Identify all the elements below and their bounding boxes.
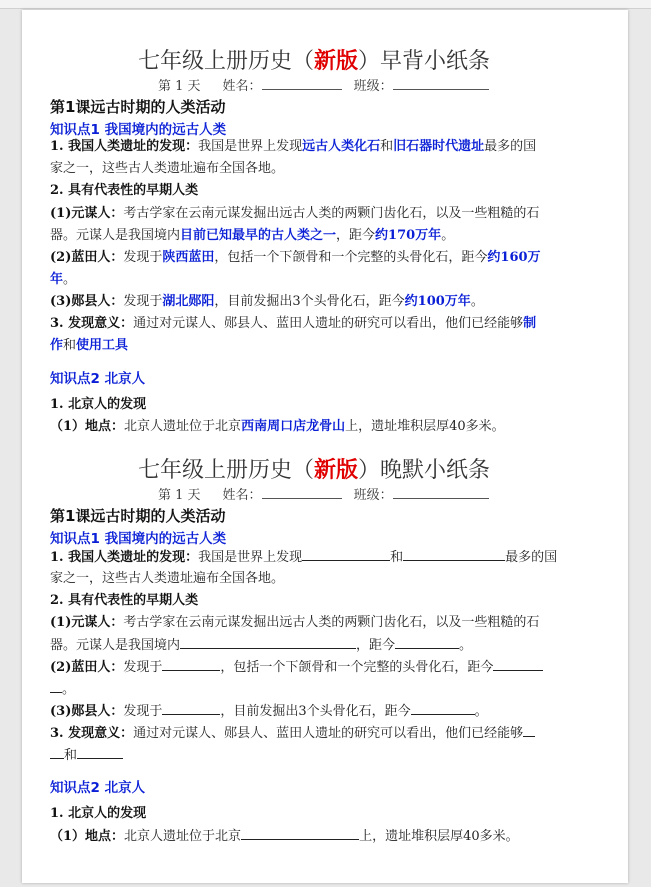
m-yunxian-line	[50, 291, 484, 313]
fill-blank[interactable]	[395, 634, 459, 649]
label: (2)蓝田人：	[50, 250, 124, 265]
m-pk-line	[50, 416, 505, 438]
name-label: 姓名：	[222, 79, 262, 94]
label: (1)元谋人：	[50, 615, 124, 630]
title-highlight: 新版	[314, 48, 359, 74]
label: 1. 我国人类遗址的发现：	[50, 139, 199, 154]
text: 我国是世界上发现	[198, 139, 303, 154]
m-pk-heading: 1. 北京人的发现	[50, 397, 147, 412]
fill-blank[interactable]	[77, 744, 123, 759]
text: 和	[390, 550, 404, 565]
e-yunxian-line	[50, 700, 488, 723]
text: 最多的国	[484, 139, 537, 154]
text: 和	[63, 338, 77, 353]
title-highlight: 新版	[314, 457, 359, 483]
e-pk-line	[50, 825, 519, 848]
fill-blank[interactable]	[241, 825, 359, 840]
label: （1）地点：	[50, 829, 125, 844]
keyword: 旧石器时代遗址	[393, 139, 485, 154]
label: (2)蓝田人：	[50, 660, 124, 675]
keyword: 作	[50, 338, 64, 353]
keyword: 约160万	[487, 250, 541, 265]
text: ，包括一个下颌骨和一个完整的头骨化石，距今	[220, 660, 494, 675]
keyword: 陕西蓝田	[162, 250, 215, 265]
text: 器。元谋人是我国境内	[50, 228, 181, 243]
m-lantian-line1	[50, 247, 541, 269]
class-label: 班级：	[353, 488, 393, 503]
text: 。	[441, 228, 455, 243]
knowledge-point-1: 知识点1 我国境内的远古人类	[50, 531, 227, 547]
keyword: 湖北郧阳	[162, 294, 215, 309]
label: 1. 我国人类遗址的发现：	[50, 550, 199, 565]
text: 和	[380, 139, 394, 154]
text: 。	[470, 294, 484, 309]
text: 发现于	[123, 294, 163, 309]
e-pk-heading: 1. 北京人的发现	[50, 806, 147, 821]
name-label: 姓名：	[222, 488, 262, 503]
e-lantian-line1	[50, 656, 543, 679]
text: 我国是世界上发现	[198, 550, 303, 565]
label: (3)郧县人：	[50, 704, 124, 719]
class-label: 班级：	[353, 79, 393, 94]
keyword: 约170万年	[375, 228, 442, 243]
keyword: 远古人类化石	[302, 139, 381, 154]
class-blank[interactable]	[393, 77, 489, 90]
class-blank[interactable]	[393, 486, 489, 499]
m-yuanmou-line2	[50, 225, 454, 247]
text: 通过对元谋人、郧县人、蓝田人遗址的研究可以看出，他们已经能够	[133, 726, 524, 741]
fill-blank[interactable]	[180, 634, 356, 649]
m-s3-line1	[50, 313, 536, 335]
title-text: ）早背小纸条	[358, 49, 491, 74]
keyword: 使用工具	[76, 338, 129, 353]
m-s1-line2: 家之一，这些古人类遗址遍布全国各地。	[50, 161, 285, 176]
label: （1）地点：	[50, 419, 125, 434]
text: 。	[63, 272, 77, 287]
text: 考古学家在云南元谋发掘出远古人类的两颗门齿化石，以及一些粗糙的石	[123, 206, 540, 221]
knowledge-point-2: 知识点2 北京人	[50, 780, 146, 796]
m-s1-line1	[50, 136, 536, 158]
label: (3)郧县人：	[50, 294, 124, 309]
text: 最多的国	[505, 550, 558, 565]
morning-title	[138, 44, 490, 75]
text: 考古学家在云南元谋发掘出远古人类的两颗门齿化石，以及一些粗糙的石	[123, 615, 540, 630]
keyword: 约100万年	[404, 294, 471, 309]
text: 。	[62, 682, 76, 697]
fill-blank[interactable]	[403, 546, 505, 561]
day-label: 第 1 天	[158, 488, 201, 503]
fill-blank[interactable]	[162, 656, 220, 671]
m-lantian-line2	[50, 269, 76, 291]
e-s3-line2	[50, 744, 123, 767]
title-text: ）晚默小纸条	[358, 458, 491, 483]
e-yuanmou-line2	[50, 634, 472, 657]
text: 器。元谋人是我国境内	[50, 638, 181, 653]
text: ，距今	[336, 228, 376, 243]
text: 。	[474, 704, 488, 719]
text: 发现于	[123, 704, 163, 719]
fill-blank[interactable]	[493, 656, 543, 671]
keyword: 目前已知最早的古人类之一	[180, 228, 337, 243]
text: ，目前发掘出3个头骨化石，距今	[220, 704, 411, 719]
text: 发现于	[123, 250, 163, 265]
label: 3. 发现意义：	[50, 726, 134, 741]
text: 发现于	[123, 660, 163, 675]
e-yuanmou-line1	[50, 612, 539, 634]
e-s3-line1	[50, 722, 535, 745]
name-blank[interactable]	[262, 77, 342, 90]
keyword: 西南周口店龙骨山	[241, 419, 346, 434]
title-text: 七年级上册历史（	[138, 458, 315, 483]
fill-blank[interactable]	[411, 700, 475, 715]
label: 3. 发现意义：	[50, 316, 134, 331]
m-s2-heading: 2. 具有代表性的早期人类	[50, 183, 199, 198]
lesson-heading: 第1课远古时期的人类活动	[50, 98, 226, 116]
title-text: 七年级上册历史（	[138, 49, 315, 74]
keyword: 年	[50, 272, 64, 287]
text: 通过对元谋人、郧县人、蓝田人遗址的研究可以看出，他们已经能够	[133, 316, 524, 331]
day-label: 第 1 天	[158, 79, 201, 94]
m-yuanmou-line1	[50, 203, 539, 225]
text: ，目前发掘出3个头骨化石，距今	[214, 294, 405, 309]
document-page	[22, 10, 628, 883]
lesson-heading: 第1课远古时期的人类活动	[50, 507, 226, 525]
fill-blank[interactable]	[523, 722, 535, 737]
e-lantian-line2	[50, 678, 75, 701]
e-s2-heading: 2. 具有代表性的早期人类	[50, 593, 199, 608]
text: 和	[64, 748, 78, 763]
e-s1-line1	[50, 546, 557, 569]
name-blank[interactable]	[262, 486, 342, 499]
fill-blank[interactable]	[50, 678, 62, 693]
text: ，包括一个下颌骨和一个完整的头骨化石，距今	[214, 250, 488, 265]
fill-blank[interactable]	[50, 744, 64, 759]
text: 上，遗址堆积层厚40多米。	[359, 829, 519, 844]
fill-blank[interactable]	[302, 546, 390, 561]
text: 上，遗址堆积层厚40多米。	[345, 419, 505, 434]
evening-meta	[158, 484, 489, 503]
text: 北京人遗址位于北京	[124, 419, 242, 434]
keyword: 制	[523, 316, 537, 331]
evening-title	[138, 453, 490, 484]
knowledge-point-1: 知识点1 我国境内的远古人类	[50, 122, 227, 138]
text: ，距今	[356, 638, 396, 653]
toolbar-strip	[0, 0, 651, 9]
fill-blank[interactable]	[162, 700, 220, 715]
morning-meta	[158, 75, 489, 94]
label: (1)元谋人：	[50, 206, 124, 221]
knowledge-point-2: 知识点2 北京人	[50, 371, 146, 387]
e-s1-line2: 家之一，这些古人类遗址遍布全国各地。	[50, 571, 285, 586]
m-s3-line2	[50, 335, 128, 357]
text: 。	[459, 638, 473, 653]
text: 北京人遗址位于北京	[124, 829, 242, 844]
